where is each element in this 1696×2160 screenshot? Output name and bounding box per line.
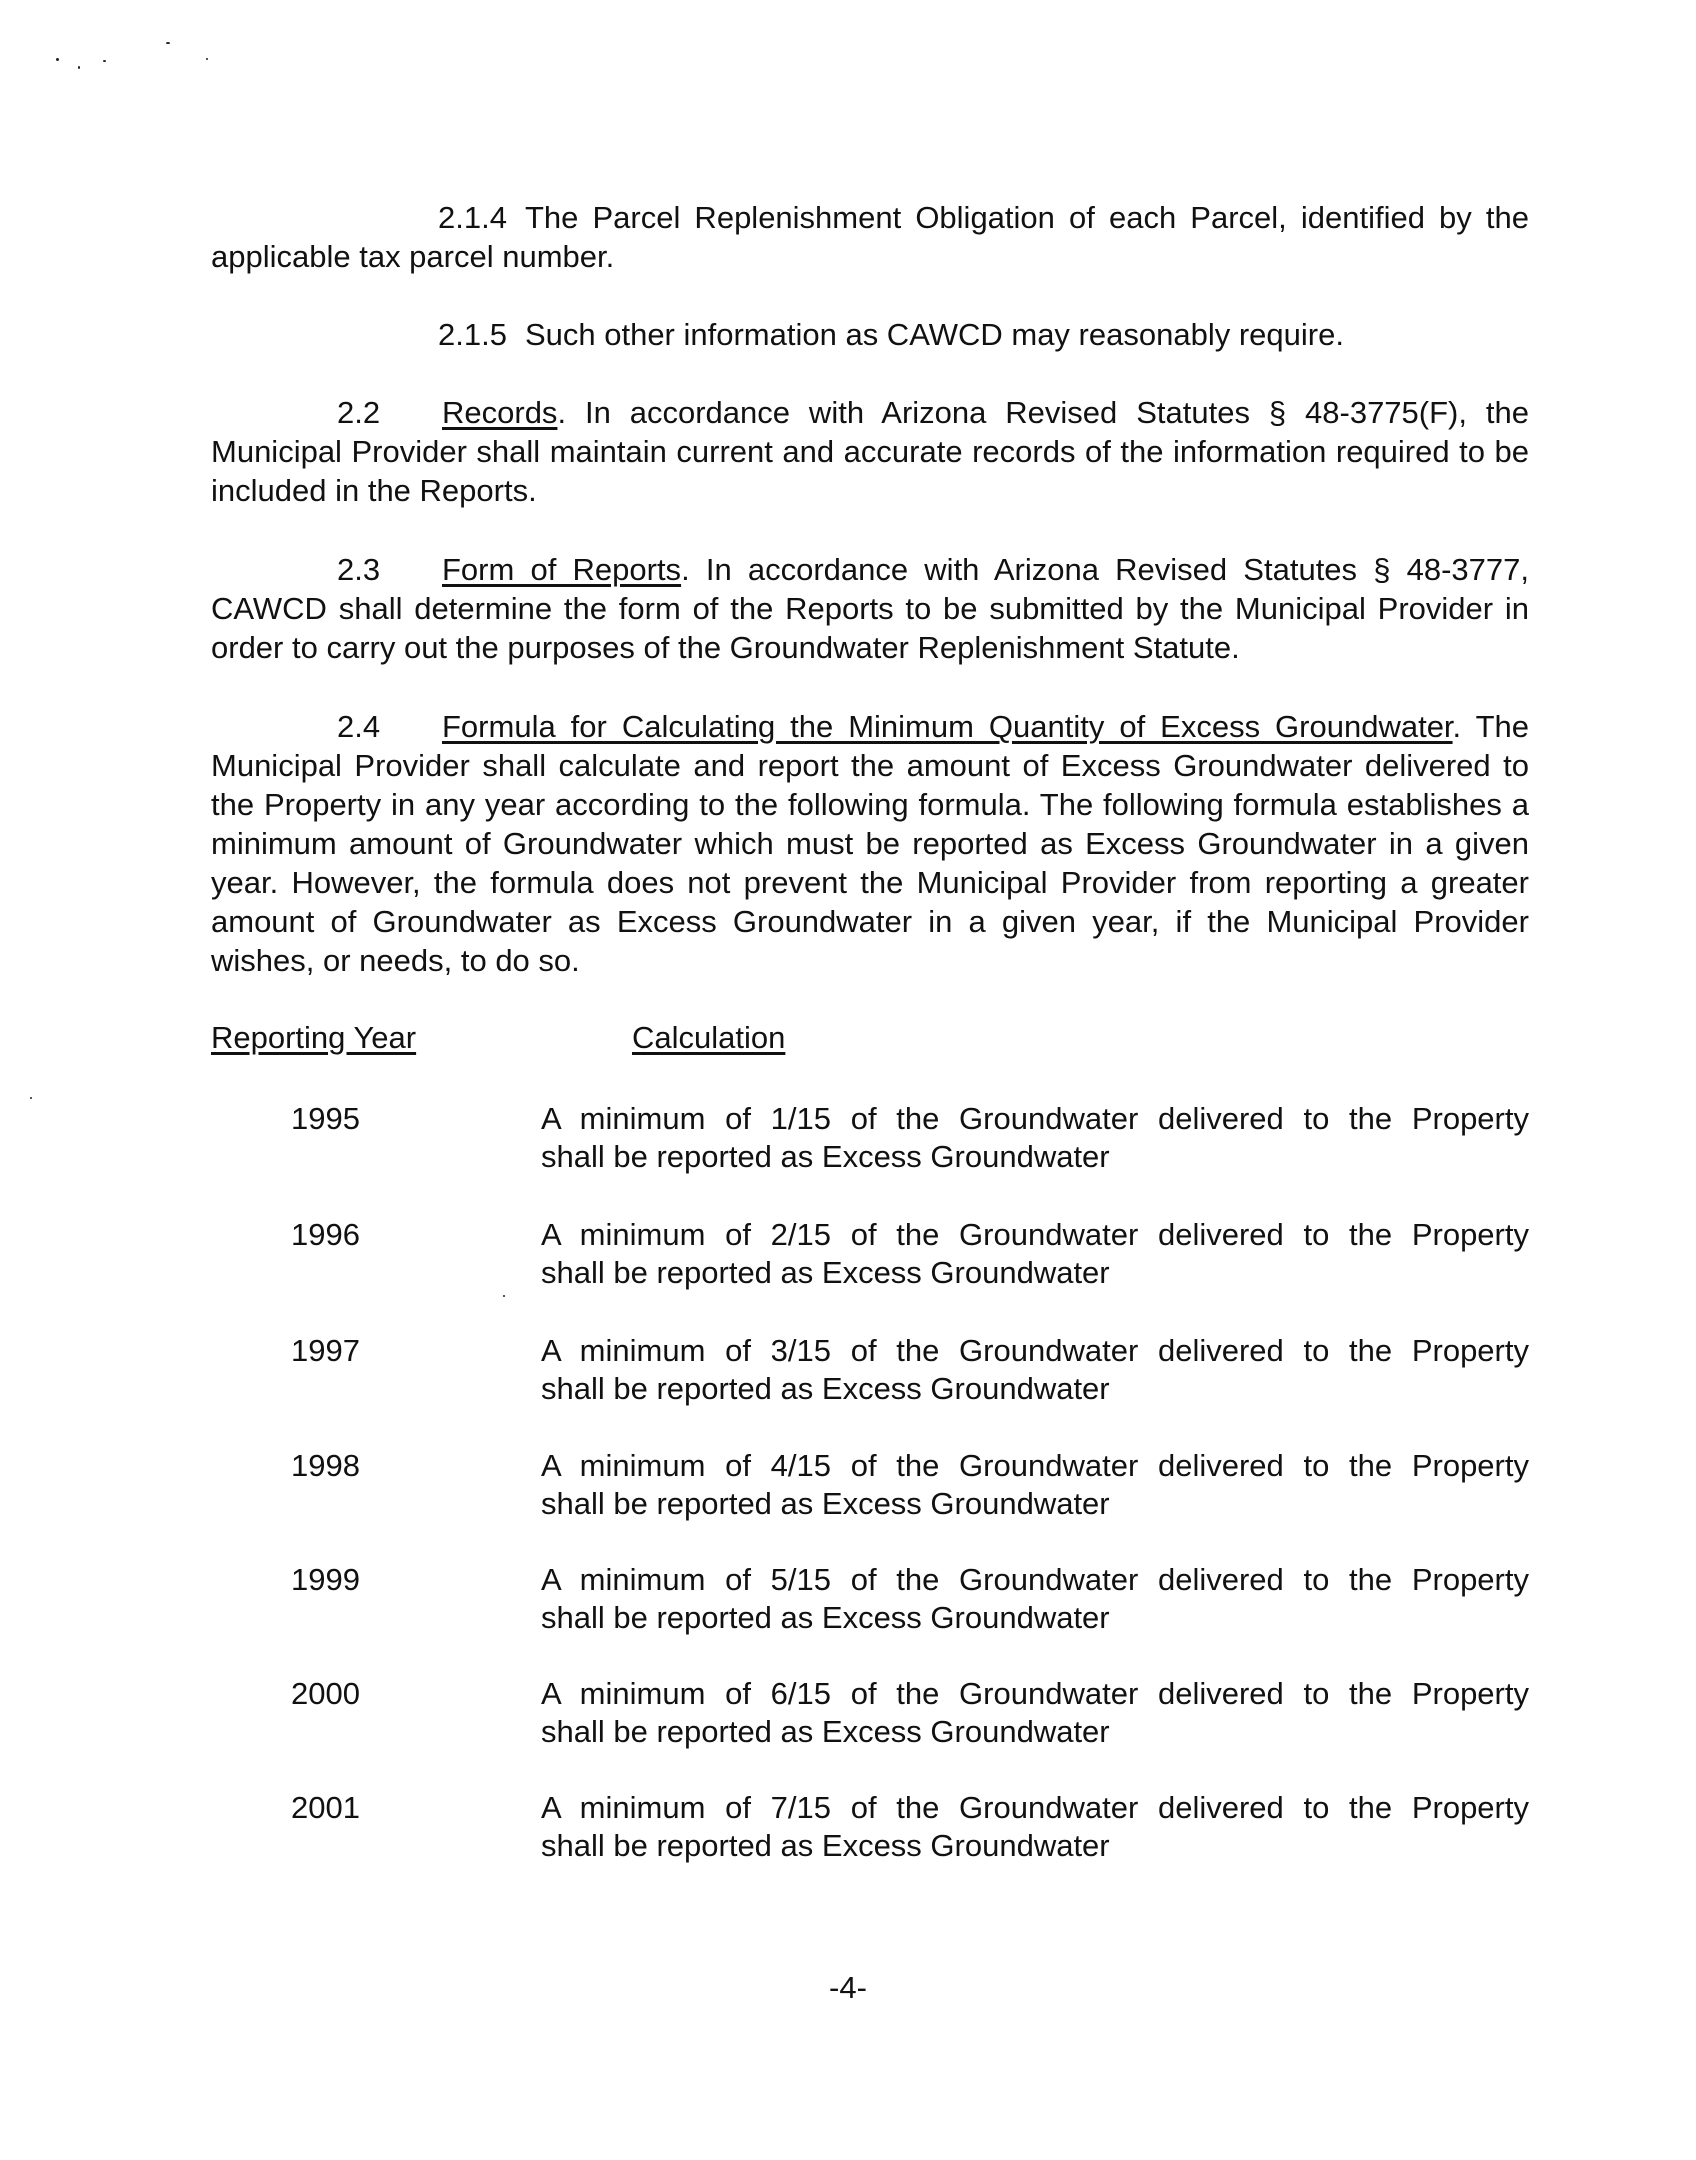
row-calculation: [541, 1561, 1529, 1637]
calculation-line-1: A minimum of 1/15 of the Groundwater delivered to the Property: [541, 1101, 1529, 1136]
row-year: 1995: [291, 1101, 360, 1136]
scan-speck: [206, 58, 208, 60]
scan-speck: [78, 66, 80, 69]
row-calculation: [541, 1789, 1529, 1865]
reporting-year-header: Reporting Year: [211, 1020, 417, 1055]
calculation-line-2: shall be reported as Excess Groundwater: [541, 1255, 1110, 1290]
row-calculation: [541, 1332, 1529, 1408]
section-number: 2.3: [337, 552, 381, 587]
scan-speck: [503, 1295, 505, 1297]
section-text: . The Municipal Provider shall calculate and report the amount of Excess Groundwater delivered to the Property in any year according to the following formula. The following formula establishes a minimum amount of Groundwater which must be reported as Excess Groundwater in a given year. However, the formula does not prevent the Municipal Provider from reporting a greater amount of Groundwater as Excess Groundwater in a given year, if the Municipal Provider wishes, or needs, to do so.: [211, 709, 1529, 978]
row-year: 1997: [291, 1333, 360, 1368]
section-number: 2.1.5: [438, 317, 507, 352]
section-heading: Records: [442, 395, 558, 430]
calculation-line-1: A minimum of 2/15 of the Groundwater delivered to the Property: [541, 1217, 1529, 1252]
calculation-line-1: A minimum of 6/15 of the Groundwater delivered to the Property: [541, 1676, 1529, 1711]
row-calculation: [541, 1100, 1529, 1176]
section-2-4: [211, 707, 1529, 980]
section-text: Such other information as CAWCD may reasonably require.: [524, 317, 1344, 352]
section-2-1-4: [211, 198, 1529, 276]
row-year: 2000: [291, 1676, 360, 1711]
calculation-line-2: shall be reported as Excess Groundwater: [541, 1600, 1110, 1635]
section-number: 2.2: [337, 395, 381, 430]
row-calculation: [541, 1447, 1529, 1523]
calculation-line-2: shall be reported as Excess Groundwater: [541, 1139, 1110, 1174]
scan-speck: [103, 60, 106, 62]
row-year: 2001: [291, 1790, 360, 1825]
scan-speck: [30, 1097, 32, 1099]
calculation-line-2: shall be reported as Excess Groundwater: [541, 1828, 1110, 1863]
section-text: The Parcel Replenishment Obligation of each Parcel, identified by the applicable tax parcel number.: [211, 200, 1529, 274]
calculation-header: Calculation: [632, 1020, 786, 1055]
section-number: 2.1.4: [438, 200, 507, 235]
calculation-line-1: A minimum of 3/15 of the Groundwater delivered to the Property: [541, 1333, 1529, 1368]
calculation-line-1: A minimum of 4/15 of the Groundwater delivered to the Property: [541, 1448, 1529, 1483]
section-2-2: [211, 393, 1529, 510]
section-2-1-5: [211, 315, 1529, 354]
calculation-line-1: A minimum of 7/15 of the Groundwater delivered to the Property: [541, 1790, 1529, 1825]
row-calculation: [541, 1675, 1529, 1751]
row-year: 1999: [291, 1562, 360, 1597]
section-text: . In accordance with Arizona Revised Statutes § 48-3777, CAWCD shall determine the form of the Reports to be submitted by the Municipal Provider in order to carry out the purposes of the Groundwater Replenishment Statute.: [211, 552, 1529, 665]
scan-speck: [166, 42, 170, 44]
row-year: 1996: [291, 1217, 360, 1252]
section-text: . In accordance with Arizona Revised Statutes § 48-3775(F), the Municipal Provider shall maintain current and accurate records of the information required to be included in the Reports.: [211, 395, 1529, 508]
section-heading: Form of Reports: [442, 552, 682, 587]
calculation-line-2: shall be reported as Excess Groundwater: [541, 1486, 1110, 1521]
calculation-line-2: shall be reported as Excess Groundwater: [541, 1371, 1110, 1406]
calculation-line-1: A minimum of 5/15 of the Groundwater delivered to the Property: [541, 1562, 1529, 1597]
section-number: 2.4: [337, 709, 381, 744]
row-year: 1998: [291, 1448, 360, 1483]
page-number: -4-: [829, 1970, 867, 2005]
row-calculation: [541, 1216, 1529, 1292]
scan-speck: [56, 58, 59, 61]
section-2-3: [211, 550, 1529, 667]
section-heading: Formula for Calculating the Minimum Quantity of Excess Groundwater: [442, 709, 1453, 744]
calculation-line-2: shall be reported as Excess Groundwater: [541, 1714, 1110, 1749]
